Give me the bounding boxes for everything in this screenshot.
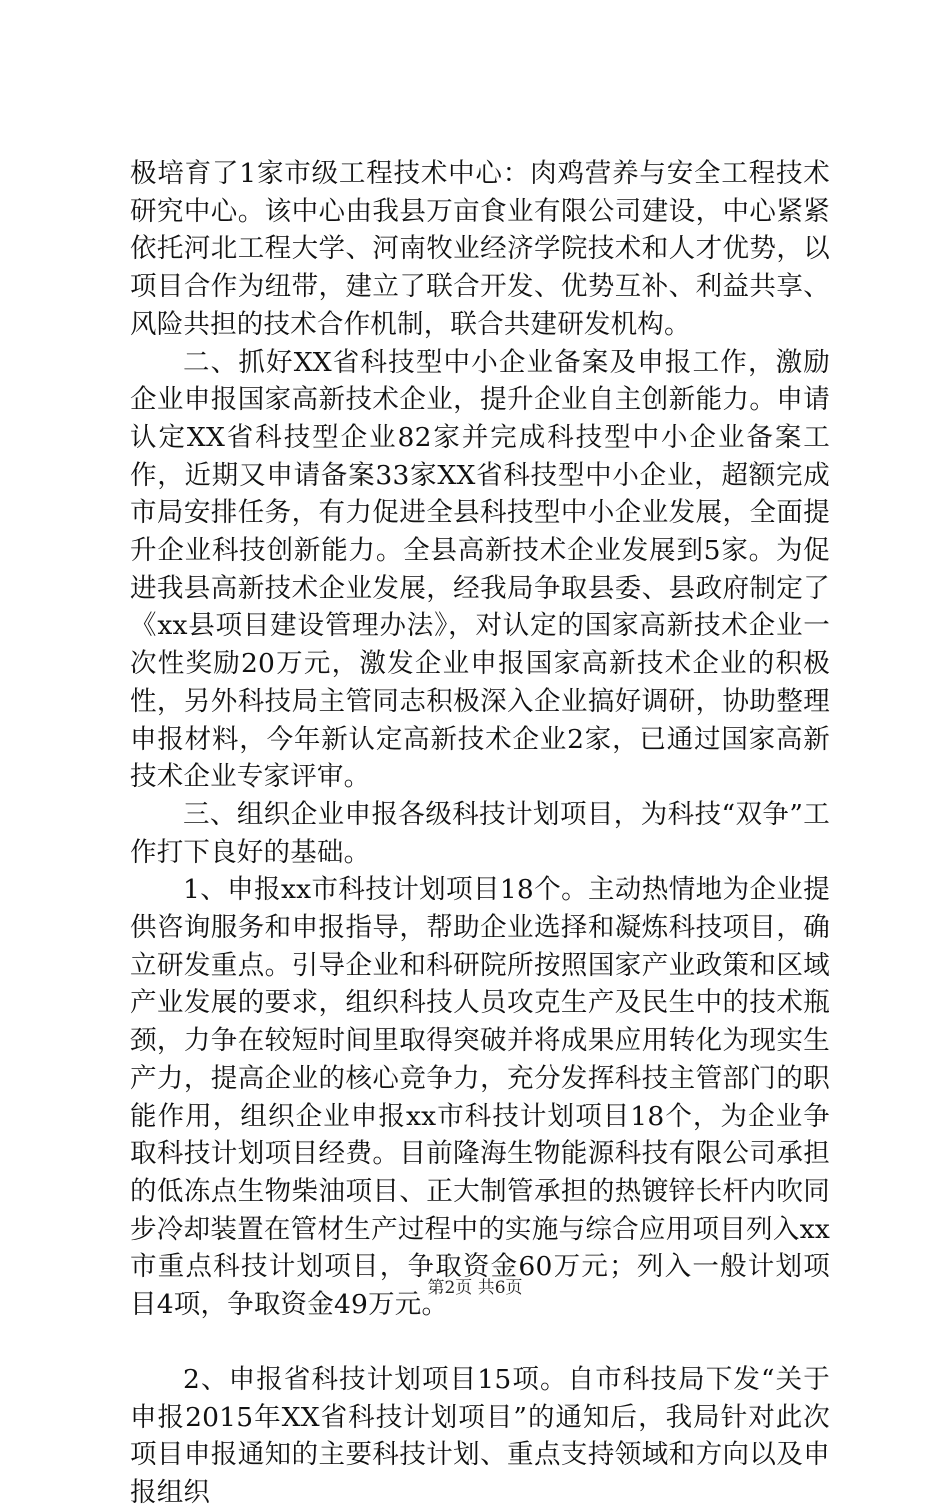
paragraph-continued: 极培育了1家市级工程技术中心：肉鸡营养与安全工程技术研究中心。该中心由我县万亩食业有限公司建设，中心紧紧依托河北工程大学、河南牧业经济学院技术和人才优势，以项目合作为纽带，建立了联合开发、优势互补、利益共享、风险共担的技术合作机制，联合共建研发机构。 (130, 158, 830, 340)
paragraph-item-2: 2、申报省科技计划项目15项。自市科技局下发“关于申报2015年XX省科技计划项目”的通知后，我局针对此次项目申报通知的主要科技计划、重点支持领域和方向以及申报组织 (130, 1363, 830, 1508)
document-body (130, 155, 830, 1512)
paragraph-item-1: 1、申报xx市科技计划项目18个。主动热情地为企业提供咨询服务和申报指导，帮助企业选择和凝炼科技项目，确立研发重点。引导企业和科研院所按照国家产业政策和区域产业发展的要求，组织科技人员攻克生产及民生中的技术瓶颈，力争在较短时间里取得突破并将成果应用转化为现实生产力，提高企业的核心竞争力，充分发挥科技主管部门的职能作用，组织企业申报xx市科技计划项目18个，为企业争取科技计划项目经费。目前隆海生物能源科技有限公司承担的低冻点生物柴油项目、正大制管承担的热镀锌长杆内吹同步冷却装置在管材生产过程中的实施与综合应用项目列入xx市重点科技计划项目，争取资金60万元；列入一般计划项目4项，争取资金49万元。 (130, 874, 830, 1321)
paragraph-section-2: 二、抓好XX省科技型中小企业备案及申报工作，激励企业申报国家高新技术企业，提升企业自主创新能力。申请认定XX省科技型企业82家并完成科技型中小企业备案工作，近期又申请备案33家XX省科技型中小企业，超额完成市局安排任务，有力促进全县科技型中小企业发展，全面提升企业科技创新能力。全县高新技术企业发展到5家。为促进我县高新技术企业发展，经我局争取县委、县政府制定了《xx县项目建设管理办法》，对认定的国家高新技术企业一次性奖励20万元，激发企业申报国家高新技术企业的积极性，另外科技局主管同志积极深入企业搞好调研，协助整理申报材料，今年新认定高新技术企业2家，已通过国家高新技术企业专家评审。 (130, 346, 830, 793)
page-footer (0, 1276, 950, 1300)
page-number-label: 第2页 共6页 (427, 1278, 523, 1298)
paragraph-section-3: 三、组织企业申报各级科技计划项目，为科技“双争”工作打下良好的基础。 (130, 798, 830, 868)
